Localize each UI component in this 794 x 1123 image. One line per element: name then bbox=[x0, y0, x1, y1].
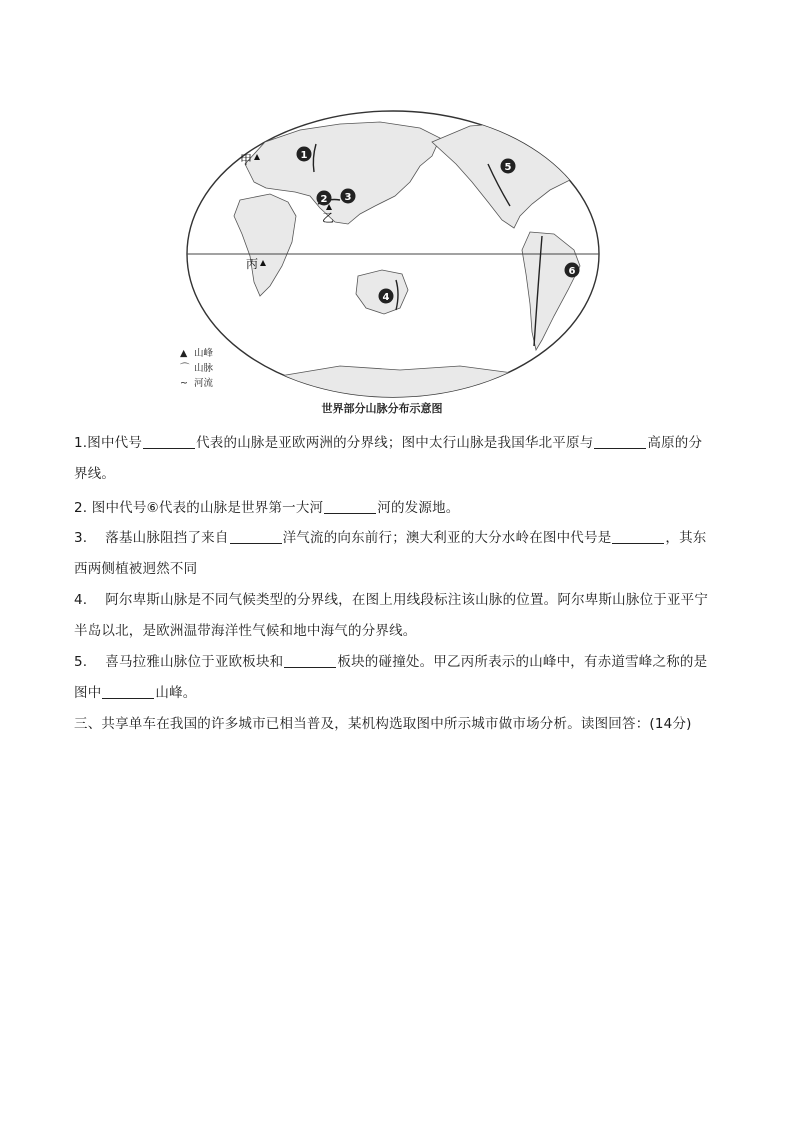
figure-caption: 世界部分山脉分布示意图 bbox=[321, 402, 443, 415]
marker-label-4: 4 bbox=[382, 292, 390, 303]
legend-peak-label: 山峰 bbox=[194, 348, 214, 359]
answer-blank-q2[interactable] bbox=[324, 499, 376, 514]
marker-label-6: 6 bbox=[568, 266, 576, 277]
answer-blank-q3-a[interactable] bbox=[230, 529, 282, 544]
marker-label-5: 5 bbox=[504, 162, 512, 173]
world-mountain-map-figure bbox=[170, 104, 622, 420]
legend-river-symbol: ~ bbox=[180, 378, 188, 389]
marker-label-2: 2 bbox=[320, 194, 328, 205]
section-3-heading: 三、共享单车在我国的许多城市已相当普及，某机构选取图中所示城市做市场分析。读图回答：(14分) bbox=[74, 716, 692, 732]
world-map-svg bbox=[170, 104, 622, 420]
question-2: 2. 图中代号⑥代表的山脉是世界第一大河 河的发源地。 bbox=[74, 500, 460, 516]
answer-blank-q1-a[interactable] bbox=[143, 434, 195, 449]
answer-blank-q1-b[interactable] bbox=[594, 434, 646, 449]
answer-blank-q5-b[interactable] bbox=[102, 684, 154, 699]
legend-peak-symbol: ▲ bbox=[180, 348, 188, 359]
marker-label-1: 1 bbox=[300, 150, 308, 161]
question-3: 3. 落基山脉阻挡了来自 洋气流的向东前行；澳大利亚的大分水岭在图中代号是 ，其东 西两侧植被迥然不同 bbox=[74, 530, 707, 577]
question-1: 1.图中代号 代表的山脉是亚欧两洲的分界线；图中太行山脉是我国华北平原与 高原的分 界线。 bbox=[74, 435, 703, 482]
answer-blank-q3-b[interactable] bbox=[612, 529, 664, 544]
answer-blank-q5-a[interactable] bbox=[284, 653, 336, 668]
legend-river-label: 河流 bbox=[194, 378, 214, 389]
question-4: 4. 阿尔卑斯山脉是不同气候类型的分界线，在图上用线段标注该山脉的位置。阿尔卑斯山脉位于亚平宁 半岛以北，是欧洲温带海洋性气候和地中海气的分界线。 bbox=[74, 592, 709, 639]
legend-range-label: 山脉 bbox=[194, 363, 214, 374]
place-label-jia: 甲 bbox=[240, 153, 253, 167]
marker-label-3: 3 bbox=[344, 192, 352, 203]
place-label-yi: 乙 bbox=[322, 211, 335, 225]
question-5: 5. 喜马拉雅山脉位于亚欧板块和 板块的碰撞处。甲乙丙所表示的山峰中，有赤道雪峰之称的是 图中 山峰。 bbox=[74, 654, 708, 701]
place-label-bing: 丙 bbox=[246, 257, 259, 271]
legend-range-symbol: ⌒ bbox=[180, 363, 190, 374]
